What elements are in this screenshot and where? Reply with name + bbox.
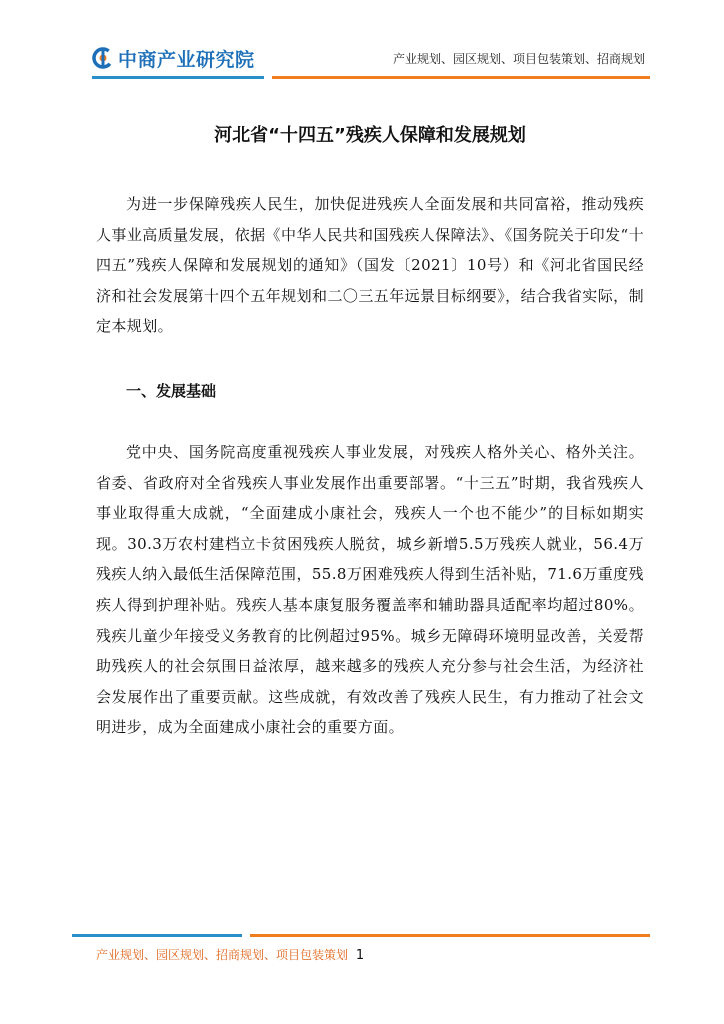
footer-divider-blue — [72, 934, 242, 937]
header-divider-blue — [92, 76, 264, 79]
zhongshang-logo-icon — [92, 47, 114, 69]
footer-text: 产业规划、园区规划、招商规划、项目包装策划 — [96, 948, 349, 962]
intro-paragraph: 为进一步保障残疾人民生，加快促进残疾人全面发展和共同富裕，推动残疾人事业高质量发展，依据《中华人民共和国残疾人保障法》、《国务院关于印发“十四五”残疾人保障和发展规划的通知》（国发〔2021〕10号）和《河北省国民经济和社会发展第十四个五年规划和二〇三五年远景目标纲要》，结合我省实际，制定本规划。 — [96, 195, 644, 336]
footer-divider-orange — [250, 934, 650, 937]
document-body — [96, 116, 644, 743]
section-heading: 一、发展基础 — [126, 381, 217, 400]
page-number: 1 — [355, 948, 365, 963]
header-divider-orange — [272, 76, 650, 79]
document-title: 河北省“十四五”残疾人保障和发展规划 — [214, 125, 526, 146]
brand-logo — [92, 45, 255, 71]
section-paragraph: 党中央、国务院高度重视残疾人事业发展，对残疾人格外关心、格外关注。省委、省政府对全省残疾人事业发展作出重要部署。“十三五”时期，我省残疾人事业取得重大成就，“全面建成小康社会，残疾人一个也不能少”的目标如期实现。30.3万农村建档立卡贫困残疾人脱贫，城乡新增5.5万残疾人就业，56.4万残疾人纳入最低生活保障范围，55.8万困难残疾人得到生活补贴，71.6万重度残疾人得到护理补贴。残疾人基本康复服务覆盖率和辅助器具适配率均超过80%。残疾儿童少年接受义务教育的比例超过95%。城乡无障碍环境明显改善，关爱帮助残疾人的社会氛围日益浓厚，越来越多的残疾人充分参与社会生活，为经济社会发展作出了重要贡献。这些成就，有效改善了残疾人民生，有力推动了社会文明进步，成为全面建成小康社会的重要方面。 — [96, 442, 644, 737]
page-footer — [96, 946, 364, 963]
logo-text: 中商产业研究院 — [118, 48, 255, 71]
page-header — [0, 0, 724, 90]
header-tagline: 产业规划、园区规划、项目包装策划、招商规划 — [392, 52, 645, 66]
